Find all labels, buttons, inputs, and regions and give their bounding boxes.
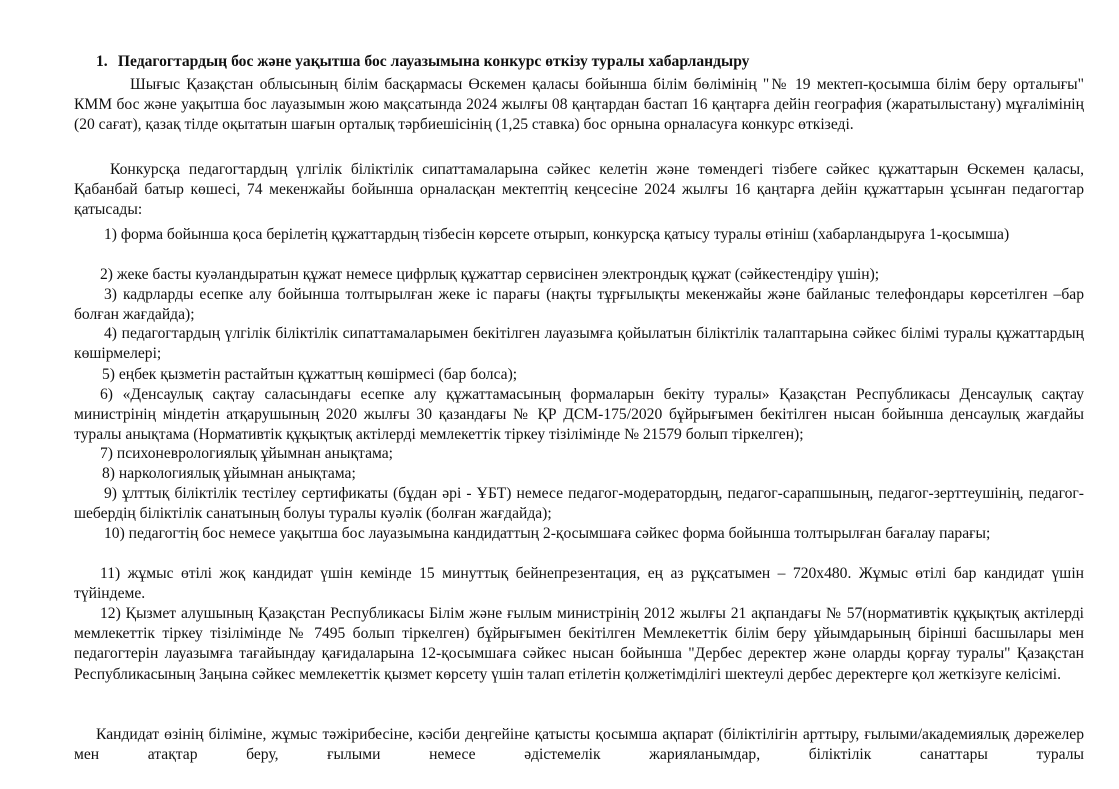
list-item-6: 6) «Денсаулық сақтау саласындағы есепке алу құжаттамасының формаларын бекіту туралы» Қазақстан Республикасы Денсаулық сақтау министрінің міндетін атқарушының 2020 жылғы 30 қазандағы № ҚР ДСМ-175/2020 бұйрығымен бекітілген нысан бойынша денсаулық жағдайы туралы анықтама (Нормативтік құқықтық актілерді мемлекеттік тіркеу тізілімінде № 21579 болып тіркелген);: [74, 386, 1084, 444]
list-item-8: 8) наркологиялық ұйымнан анықтама;: [102, 465, 356, 482]
list-item-10: 10) педагогтің бос немесе уақытша бос лауазымына кандидаттың 2-қосымшаға сәйкес форма бойынша толтырылған бағалау парағы;: [104, 525, 991, 542]
list-item-4: 4) педагогтардың үлгілік біліктілік сипаттамаларымен бекітілген лауазымға қойылатын біліктілік талаптарына сәйкес білімі туралы құжаттардың көшірмелері;: [74, 325, 1084, 363]
section-heading: [96, 52, 749, 72]
conditions-paragraph: Конкурсқа педагогтардың үлгілік біліктілік сипаттамаларына сәйкес келетін және төмендегі тізбеге сәйкес құжаттарын Өскемен қаласы, Қабанбай батыр көшесі, 74 мекенжайы бойынша орналасқан мектептің кеңсесіне 2024 жылғы 16 қаңтарға дейін құжаттарын ұсынған педагогтар қатысады:: [74, 161, 1084, 219]
list-item-3: 3) кадрларды есепке алу бойынша толтырылған жеке іс парағы (нақты тұрғылықты мекенжайы және байланыс телефондары көрсетілген –бар болған жағдайда);: [74, 286, 1084, 324]
list-item-5: 5) еңбек қызметін растайтын құжаттың көшірмесі (бар болса);: [102, 366, 518, 383]
intro-paragraph: Шығыс Қазақстан облысының білім басқармасы Өскемен қаласы бойынша білім бөлімінің "№ 19 мектеп-қосымша білім беру орталығы" КММ бос және уақытша бос лауазымын жою мақсатында 2024 жылғы 08 қаңтардан бастап 16 қаңтарға дейін география (жаратылыстану) мұғалімінің (20 сағат), қазақ тілде оқытатын шағын орталық тәрбиешісінің (1,25 ставка) бос орнына орналасуға конкурс өткізеді.: [74, 76, 1084, 134]
list-item-9: 9) ұлттық біліктілік тестілеу сертификаты (бұдан әрі - ҰБТ) немесе педагог-модератордың, педагог-сарапшының, педагог-зерттеушінің, педагог-шебердің біліктілік санатының болуы туралы куәлік (болған жағдайда);: [74, 485, 1084, 523]
closing-paragraph: Кандидат өзінің біліміне, жұмыс тәжірибесіне, кәсіби деңгейіне қатысты қосымша ақпарат (біліктілігін арттыру, ғылыми/академиялық дәрежелер мен атақтар беру, ғылыми немесе әдістемелік жарияланымдар, біліктілік санаттары туралы: [74, 726, 1084, 764]
list-item-1: 1) форма бойынша қоса берілетің құжаттардың тізбесін көрсете отырып, конкурсқа қатысу туралы өтініш (хабарландыруға 1-қосымша): [104, 226, 1010, 243]
list-item-12: 12) Қызмет алушының Қазақстан Республикасы Білім және ғылым министрінің 2012 жылғы 21 ақпандағы № 57(нормативтік құқықтық актілерді мемлекеттік тіркеу тізілімінде № 7495 болып тіркелген) бұйрығымен бекітілген Мемлекеттік білім беру ұйымдарының бірінші басшылары мен педагогтерін лауазымға тағайындау қағидаларына 12-қосымшаға сәйкес нысан бойынша "Дербес деректер және оларды қорғау туралы" Қазақстан Республикасының Заңына сәйкес мемлекеттік қызмет көрсету үшін талап етілетін қолжетімділігі шектеулі дербес деректерге қол жеткізуге келісімі.: [74, 605, 1084, 683]
heading-text: Педагогтардың бос және уақытша бос лауазымына конкурс өткізу туралы хабарландыру: [117, 53, 750, 70]
list-item-2: 2) жеке басты куәландыратын құжат немесе цифрлық құжаттар сервисінен электрондық құжат (сәйкестендіру үшін);: [100, 266, 880, 283]
list-item-7: 7) психоневрологиялық ұйымнан анықтама;: [100, 445, 393, 462]
list-item-11: 11) жұмыс өтілі жоқ кандидат үшін кемінде 15 минуттық бейнепрезентация, ең аз рұқсатымен – 720x480. Жұмыс өтілі бар кандидат үшін түйіндеме.: [74, 565, 1084, 603]
heading-number: 1.: [96, 53, 108, 70]
